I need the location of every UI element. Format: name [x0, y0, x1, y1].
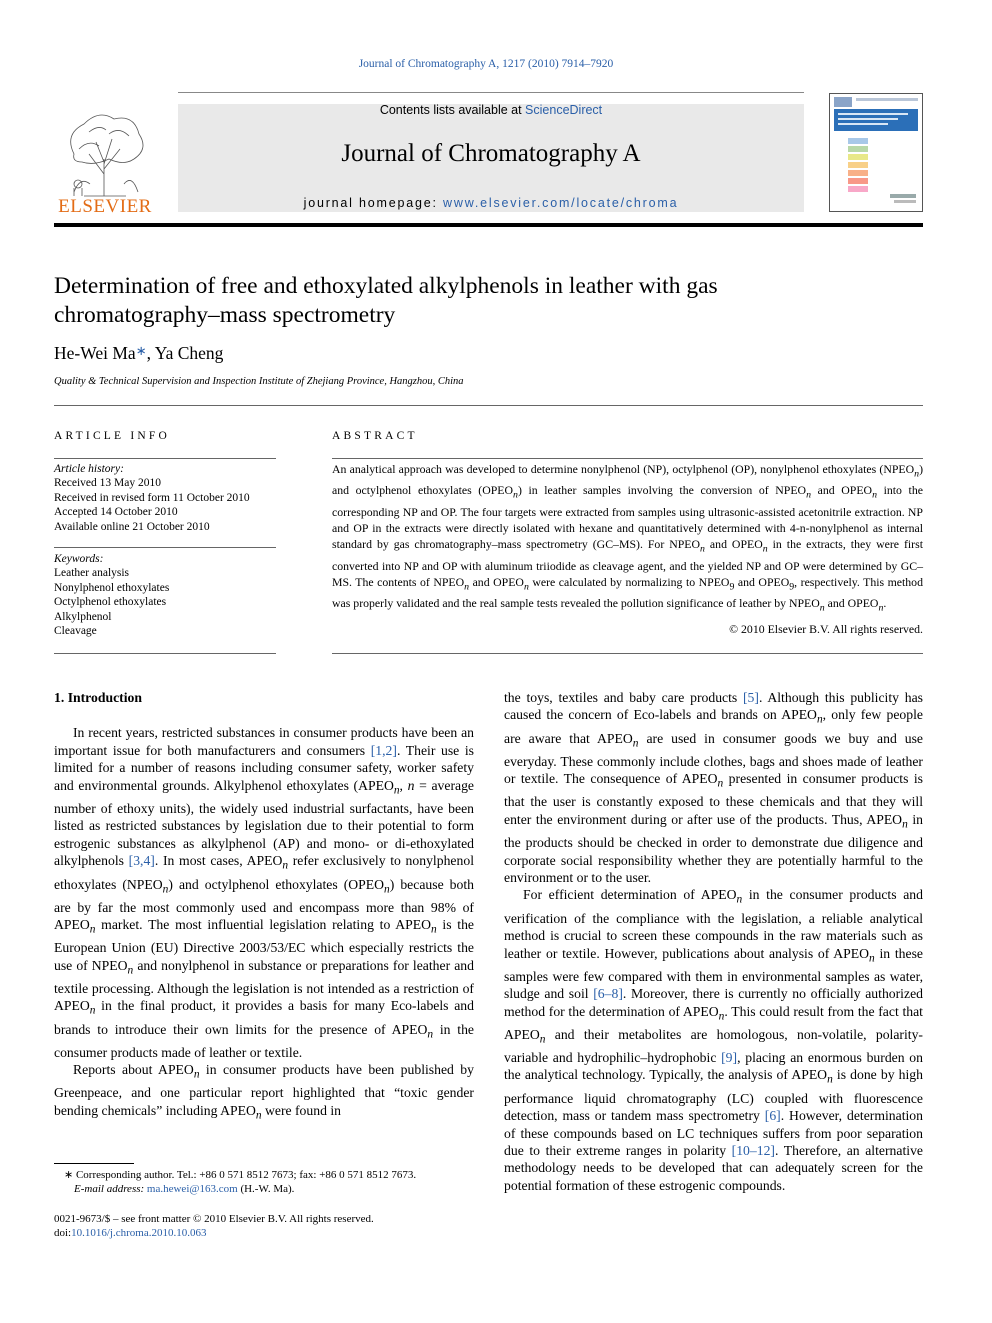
reference-link: [9]	[721, 1050, 738, 1066]
email-link[interactable]: ma.hewei@163.com	[146, 1183, 238, 1195]
doi-line	[54, 1226, 494, 1240]
reference-link: [3,4]	[128, 853, 155, 869]
reference-link: [10–12]	[731, 1143, 775, 1159]
divider	[332, 458, 923, 459]
article-history	[54, 462, 276, 534]
divider	[54, 458, 276, 459]
title-line: chromatography–mass spectrometry	[54, 302, 396, 328]
keyword: Cleavage	[54, 625, 97, 638]
keyword: Leather analysis	[54, 567, 130, 580]
abstract-heading: ABSTRACT	[332, 430, 418, 442]
email-label: E-mail address:	[74, 1183, 147, 1195]
sciencedirect-link[interactable]: ScienceDirect	[525, 103, 603, 117]
keyword: Nonylphenol ethoxylates	[54, 581, 170, 594]
affiliation: Quality & Technical Supervision and Inspection Institute of Zhejiang Province, Hangzhou, China	[54, 376, 464, 387]
journal-name: Journal of Chromatography A	[341, 140, 641, 167]
divider	[54, 405, 923, 406]
reference-link: [1,2]	[370, 742, 397, 758]
keywords	[54, 552, 276, 638]
title-line: Determination of free and ethoxylated alkylphenols in leather with gas	[54, 273, 718, 299]
body-paragraph: In recent years, restricted substances in consumer products have been an important issue for both manufacturers and consumers [1,2]. Their use is limited for a number of reasons including consumer safety, worker safety and environmental grounds. Alkylphenol ethoxylates ($APEO_n$, n = average number of ethoxy units), the widely used industrial surfactants, have been listed as restricted substances by legislation due to their potential to form estrogenic substances as alkylphenol (AP) and mono- or di-ethoxylated alkylphenols [3,4]. In most cases, $APEO_n$ refer exclusively to nonylphenol ethoxylates $(NPEO_n)$ and octylphenol ethoxylates $(OPEO_n)$ because both are by far the most commonly used and encompass more than 98% of $APEO_n$ market. The most influential legislation relating to $APEO_n$ is the European Union (EU) Directive 2003/53/EC which especially restricts the use of $NPEO_n$ and nonylphenol in substance or preparations for leather and textile processing. Although the legislation is not intended as a restriction of $APEO_n$ in the final product, it provides a basis for many Eco-labels and brands to introduce their own limits for the presence of $APEO_n$ in the consumer products made of leather or textile.	[54, 725, 474, 1060]
journal-homepage	[178, 196, 804, 210]
doi-label: doi:	[54, 1227, 72, 1239]
doi-link[interactable]: 10.1016/j.chroma.2010.10.063	[71, 1227, 207, 1239]
issn-footnote	[54, 1212, 494, 1240]
body-right-column	[504, 689, 923, 1194]
divider	[54, 547, 276, 548]
history-item: Received 13 May 2010	[54, 477, 161, 490]
footnote-rule	[54, 1163, 134, 1164]
reference-link: [6]	[764, 1108, 781, 1124]
contents-prefix: Contents lists available at	[379, 103, 526, 117]
issn-line: 0021-9673/$ – see front matter © 2010 Elsevier B.V. All rights reserved.	[54, 1213, 374, 1225]
article-info-heading: ARTICLE INFO	[54, 430, 170, 442]
divider	[332, 653, 923, 654]
author-separator: ,	[146, 343, 155, 363]
reference-link: [6–8]	[593, 986, 623, 1002]
divider	[54, 653, 276, 654]
abstract-copyright: © 2010 Elsevier B.V. All rights reserved.	[729, 622, 923, 636]
journal-cover-thumbnail[interactable]	[829, 93, 923, 212]
homepage-label: journal homepage:	[303, 196, 444, 210]
corresponding-author-note: ∗ Corresponding author. Tel.: +86 0 571 8512 7673; fax: +86 0 571 8512 7673.	[64, 1169, 417, 1181]
header-divider	[54, 223, 923, 227]
corresponding-footnote	[64, 1168, 484, 1196]
contents-line	[178, 103, 804, 117]
history-item: Available online 21 October 2010	[54, 520, 210, 533]
abstract-text: An analytical approach was developed to determine nonylphenol (NP), octylphenol (OP), nonylphenol ethoxylates $(NPEO_n)$ and octylphenol ethoxylates $(OPEO_n)$ in leather samples involving the conversion of $NPEO_n$ and $OPEO_n$ into the corresponding NP and OP. The four targets were extracted from samples using ultrasonic-assisted acetonitrile extraction. NP and OP in the extracts were directly isolated with hexane and quantitatively determined with 4-n-nonylphenol as internal standard by gas chromatography–mass spectrometry (GC–MS). For $NPEO_n$ and $OPEO_n$ in the extracts, they were first converted into NP and OP with aluminum triiodide as cleavage agent, and the yielded NP and OP were determined by GC–MS. The contents of $NPEO_n$ and $OPEO_n$ were calculated by normalizing to $NPEO_9$ and $OPEO_9$, respectively. This method was properly validated and the real sample tests revealed the pollution significance of leather by $NPEO_n$ and $OPEO_n$.	[332, 462, 923, 614]
email-line	[64, 1182, 484, 1196]
section-title: 1. Introduction	[54, 690, 142, 705]
journal-citation[interactable]: Journal of Chromatography A, 1217 (2010) 7914–7920	[358, 58, 614, 70]
keyword: Octylphenol ethoxylates	[54, 596, 167, 609]
elsevier-logo-text[interactable]: ELSEVIER	[58, 196, 152, 217]
body-paragraph: Reports about $APEO_n$ in consumer products have been published by Greenpeace, and one particular report highlighted that “toxic gender bending chemicals” including $APEO_n$ were found in	[54, 1062, 474, 1122]
keyword: Alkylphenol	[54, 610, 112, 623]
author-list	[54, 343, 223, 364]
corresponding-author-mark[interactable]: ∗	[135, 343, 147, 358]
author-name: Ya Cheng	[154, 343, 224, 363]
history-item: Accepted 14 October 2010	[54, 506, 178, 519]
journal-cover-icon	[830, 94, 922, 211]
article-title	[54, 272, 923, 330]
homepage-link[interactable]: www.elsevier.com/locate/chroma	[443, 196, 679, 210]
email-suffix: (H.-W. Ma).	[237, 1183, 295, 1195]
body-paragraph: the toys, textiles and baby care products [5]. Although this publicity has caused the concern of Eco-labels and brands on $APEO_n$, only few people are aware that $APEO_n$ are used in consumer goods we buy and use everyday. These commonly include clothes, bags and shoes made of leather or textile. The consequence of $APEO_n$ presented in consumer products is that the user is constantly exposed to these chemicals and that they will enter the environment during or after use of the products. Thus, $APEO_n$ in the products should be checked in order to demonstrate due diligence and corporate social responsibility whether they are potentially harmful to the environment or to the user.	[504, 690, 924, 886]
masthead-rule	[178, 92, 804, 93]
article-history-label: Article history:	[54, 463, 124, 475]
reference-link: [5]	[742, 690, 759, 705]
author-name: He-Wei Ma	[54, 343, 136, 363]
history-item: Received in revised form 11 October 2010	[54, 491, 250, 504]
keywords-label: Keywords:	[54, 553, 104, 565]
body-left-column	[54, 689, 474, 1125]
body-paragraph: For efficient determination of $APEO_n$ in the consumer products and verification of the compliance with the legislation, a reliable analytical method is crucial to screen these compounds in the raw materials such as leather or textile. However, publications about analysis of $APEO_n$ in these samples were few compared with them in environmental samples as water, sludge and soil [6–8]. Moreover, there is currently no officially authorized method for the determination of $APEO_n$. This could result from the fact that $APEO_n$ and their metabolites are homologous, non-volatile, polarity-variable and hydrophilic–hydrophobic [9], placing an enormous burden on the analytical technology. Typically, the analysis of $APEO_n$ is done by high performance liquid chromatography (LC) coupled with fluorescence detection, mass or tandem mass spectrometry [6]. However, determination of these compounds based on LC techniques suffers from poor separation due to their extreme ranges in polarity [10–12]. Therefore, an alternative methodology needs to be developed that can adequately screen for the potential formation of these estrogenic compounds.	[504, 887, 923, 1193]
